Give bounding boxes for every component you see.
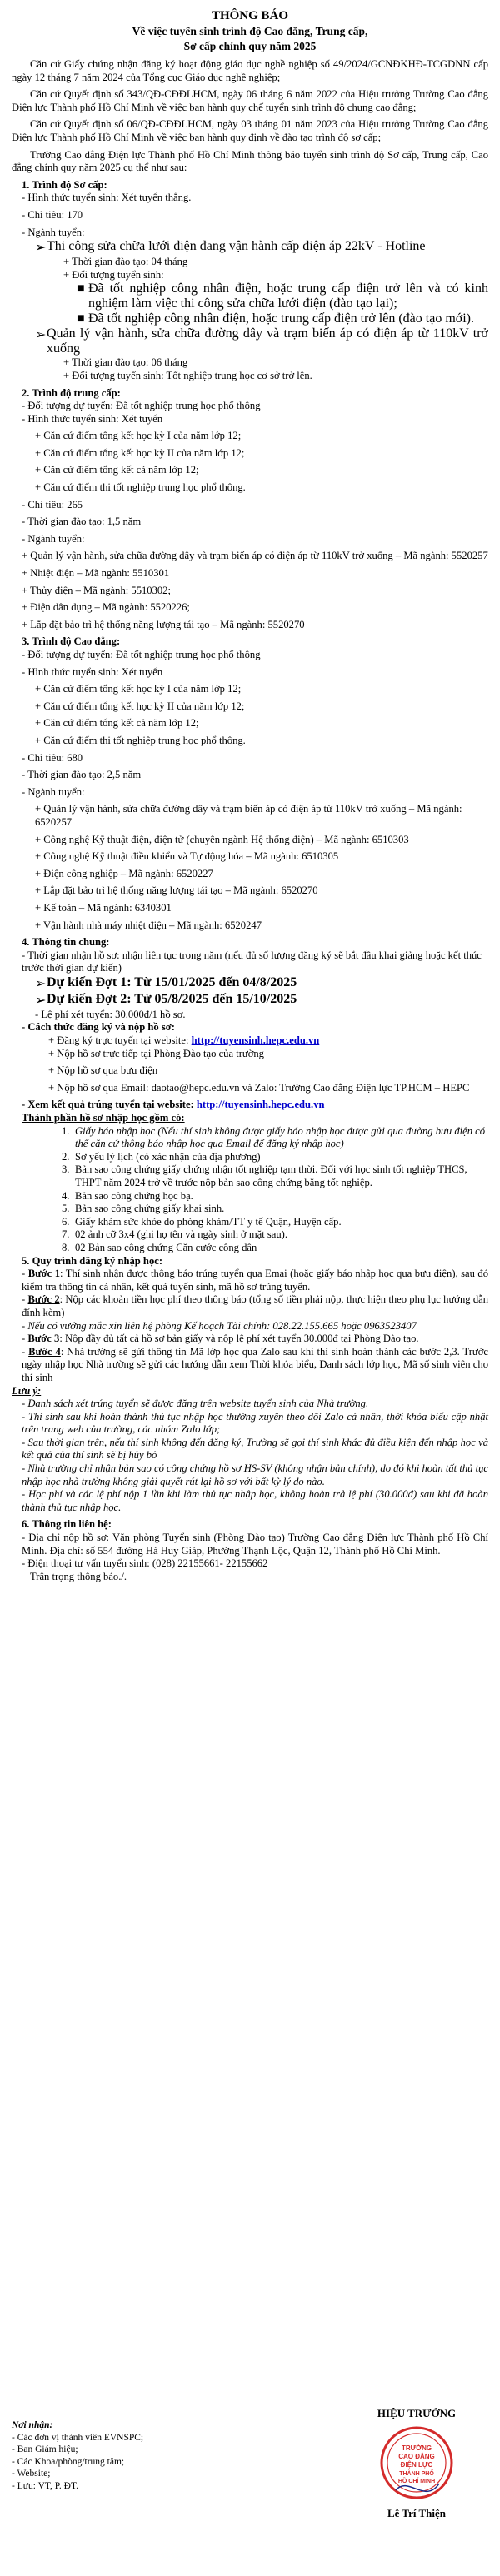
major-detail: + Thời gian đào tạo: 06 tháng xyxy=(63,356,188,369)
step-label: Bước 4 xyxy=(28,1345,61,1358)
recipient-item: - Website; xyxy=(12,2469,51,2479)
major-item xyxy=(35,239,488,256)
major-name: Quản lý vận hành, sửa chữa đường dây và trạm biến áp có điện áp từ 110kV trở xuống xyxy=(47,326,488,356)
major-item: + Kế toán – Mã ngành: 6340301 xyxy=(35,901,172,914)
step-label: Bước 1 xyxy=(28,1268,60,1280)
notice-title: THÔNG BÁO xyxy=(211,9,289,22)
result-text: - Xem kết quả trúng tuyển tại website: xyxy=(22,1099,197,1111)
intro-paragraph: Căn cứ Giấy chứng nhận đăng ký hoạt động giáo dục nghề nghiệp số 49/2024/GCNĐKHĐ-TCGDNN cấp ngày 12 tháng 7 năm 2024 của Tổng cục Giáo dục nghề nghiệp; xyxy=(12,58,488,83)
register-online-line xyxy=(48,1034,488,1048)
step-item: - Bước 1: Thí sinh nhận được thông báo trúng tuyển qua Emai (hoặc giấy báo nhập học qua bưu điện), sau đó kiểm tra thông tin cá nhân, kết quả tuyển sinh, mã hồ sơ trúng tuyển. xyxy=(22,1268,489,1293)
criteria-item: + Căn cứ điểm tổng kết cả năm lớp 12; xyxy=(35,717,199,730)
result-line xyxy=(22,1099,488,1112)
register-method: + Nộp hồ sơ qua bưu điện xyxy=(48,1064,158,1077)
major-item: + Công nghệ Kỹ thuật điều khiển và Tự động hóa – Mã ngành: 6510305 xyxy=(35,850,339,863)
major-item: + Vận hành nhà máy nhiệt điện – Mã ngành: 6520247 xyxy=(35,919,262,931)
criteria-item: + Căn cứ điểm tổng kết học kỳ I của năm lớp 12; xyxy=(35,683,242,695)
section-heading: 5. Quy trình đăng ký nhập học: xyxy=(22,1254,163,1267)
step-item: - Bước 2: Nộp các khoản tiền học phí theo thông báo (tổng số tiền phải nộp, thực hiện theo phụ lục hướng dẫn đính kèm) xyxy=(22,1293,489,1318)
recipients-label: Nơi nhận: xyxy=(12,2420,53,2430)
arrow-bullet-icon: ➢ xyxy=(35,328,47,343)
step-item: - Bước 4: Nhà trường sẽ gửi thông tin Mã lớp học qua Zalo sau khi thí sinh hoàn thành các bước 2,3. Trước ngày nhập học Nhà trường sẽ gửi các hướng dẫn xem Thời khóa biểu, Danh sách lớp học, Mã số sinh viên cho thí sinh xyxy=(22,1345,488,1383)
section-item: - Thời gian nhận hồ sơ: nhận liên tục trong năm (nếu đủ số lượng đăng ký sẽ bắt đầu khai giảng hoặc kết thúc trước thời gian dự kiến) xyxy=(22,949,482,974)
criteria-item: + Căn cứ điểm tổng kết học kỳ II của năm lớp 12; xyxy=(35,700,245,712)
criteria-item: + Căn cứ điểm tổng kết học kỳ II của năm lớp 12; xyxy=(35,446,245,459)
step-text: : Thí sinh nhận được thông báo trúng tuyển qua Emai (hoặc giấy báo nhập học qua bưu điện), sau đó kiểm tra thông tin cá nhân, kết quả tuyển sinh, mã hồ sơ trúng tuyển. xyxy=(22,1268,489,1293)
section-item: - Thời gian đào tạo: 2,5 năm xyxy=(22,769,142,781)
document-item: 2. Sơ yếu lý lịch (có xác nhận của địa phương) xyxy=(62,1151,488,1164)
note-item: - Danh sách xét trúng tuyển sẽ được đăng trên website tuyển sinh của Nhà trường. xyxy=(22,1398,369,1410)
square-bullet-icon: ■ xyxy=(77,311,85,326)
signer-title: HIỆU TRƯỞNG xyxy=(377,2407,457,2419)
section-item: - Chỉ tiêu: 265 xyxy=(22,498,83,511)
contact-phone: - Điện thoại tư vấn tuyển sinh: (028) 22155661- 22155662 xyxy=(22,1557,268,1570)
round-item xyxy=(35,975,488,992)
signature-block xyxy=(338,2407,496,2520)
major-item: + Lắp đặt bảo trì hệ thống năng lượng tái tạo – Mã ngành: 5520270 xyxy=(22,618,305,630)
document-text: Bản sao công chứng học bạ. xyxy=(75,1189,193,1202)
result-website-link[interactable]: http://tuyensinh.hepc.edu.vn xyxy=(196,1099,325,1111)
target-text: Đã tốt nghiệp công nhân điện, hoặc trung cấp điện trở lên và có kinh nghiệm làm việc thi công sửa chữa lưới điện (đào tạo lại); xyxy=(88,282,488,311)
section-item: - Ngành tuyển: xyxy=(22,532,85,545)
notice-subtitle-line-2: Sơ cấp chính quy năm 2025 xyxy=(183,40,317,52)
note-item: - Sau thời gian trên, nếu thí sinh không đến đăng ký, Trường sẽ gọi thí sinh khác đủ điều kiện đến nhập học và kết quả của thí sinh sẽ bị hủy bỏ xyxy=(22,1436,488,1462)
document-item: 8. 02 Bản sao công chứng Căn cước công dân xyxy=(62,1242,488,1255)
document-text: 02 Bản sao công chứng Căn cước công dân xyxy=(75,1241,258,1253)
stamp-text: CAO ĐẲNG xyxy=(398,2453,435,2460)
documents-list xyxy=(62,1125,488,1255)
step-label: Bước 2 xyxy=(28,1293,60,1306)
major-item: + Quản lý vận hành, sửa chữa đường dây và trạm biến áp có điện áp từ 110kV trở xuống – Mã ngành: 6520257 xyxy=(35,803,462,828)
major-detail: + Đối tượng tuyển sinh: Tốt nghiệp trung học cơ sở trở lên. xyxy=(63,369,312,381)
target-item xyxy=(77,311,488,326)
round-text: Dự kiến Đợt 2: Từ 05/8/2025 đến 15/10/2025 xyxy=(47,991,298,1006)
fee-line: - Lệ phí xét tuyển: 30.000đ/1 hồ sơ. xyxy=(35,1008,186,1020)
section-item: - Ngành tuyển: xyxy=(22,785,85,798)
note-item: - Học phí và các lệ phí nộp 1 lần khi làm thủ tục nhập học, không hoàn trả lệ phí (30.000đ) sau khi đã hoàn thành thủ tục nhập học. xyxy=(22,1488,488,1513)
arrow-bullet-icon: ➢ xyxy=(35,241,47,256)
recipient-item: - Ban Giám hiệu; xyxy=(12,2444,78,2454)
criteria-item: + Căn cứ điểm tổng kết học kỳ I của năm lớp 12; xyxy=(35,430,242,442)
target-text: Đã tốt nghiệp công nhân điện, hoặc trung cấp điện trở lên (đào tạo mới). xyxy=(88,311,475,326)
stamp-text: ĐIỆN LỰC xyxy=(400,2461,433,2469)
recipient-item: - Các Khoa/phòng/trung tâm; xyxy=(12,2456,125,2467)
major-item: + Điện công nghiệp – Mã ngành: 6520227 xyxy=(35,867,213,879)
major-item: + Thủy điện – Mã ngành: 5510302; xyxy=(22,584,171,596)
closing-line: Trân trọng thông báo./. xyxy=(30,1570,128,1582)
step-text: : Nộp đầy đủ tất cả hồ sơ bản giấy và nộp lệ phí xét tuyển 30.000đ tại Phòng Đào tạo. xyxy=(59,1333,419,1345)
stamp-seal-icon xyxy=(379,2425,454,2500)
round-item xyxy=(35,992,488,1009)
square-bullet-icon: ■ xyxy=(77,282,85,296)
note-item: - Thí sinh sau khi hoàn thành thủ tục nhập học thường xuyên theo dõi Zalo cá nhân, thời khóa biểu cập nhật trên trang web của trường, các nhóm Zalo lớp; xyxy=(22,1410,488,1436)
note-item: - Nhà trường chỉ nhận bản sao có công chứng hồ sơ HS-SV (không nhận bản chính), do đó khi hoàn tất thủ tục nhập học nhà trường không giải quyết rút lại hồ sơ với bất kỳ lý do nào. xyxy=(22,1462,488,1487)
section-item: - Hình thức tuyển sinh: Xét tuyển xyxy=(22,665,163,678)
document-item: 5. Bản sao công chứng giấy khai sinh. xyxy=(62,1203,488,1216)
step-note: - Nếu có vướng mắc xin liên hệ phòng Kế hoạch Tài chính: 028.22.155.665 hoặc 0963523407 xyxy=(22,1319,417,1332)
document-text: Bản sao công chứng giấy chứng nhận tốt nghiệp tạm thời. Đối với học sinh tốt nghiệp THCS, THPT năm 2024 trở về trước nộp bản sao công chứng bằng tốt nghiệp. xyxy=(75,1163,468,1188)
recipient-item: - Lưu: VT, P. ĐT. xyxy=(12,2480,79,2491)
intro-paragraph: Trường Cao đẳng Điện lực Thành phố Hồ Chí Minh thông báo tuyển sinh trình độ Sơ cấp, Trung cấp, Cao đẳng chính quy năm 2025 cụ thể như sau: xyxy=(12,148,488,174)
step-text: : Nộp các khoản tiền học phí theo thông báo (tổng số tiền phải nộp, thực hiện theo phụ lục hướng dẫn đính kèm) xyxy=(22,1293,489,1318)
major-item: + Quản lý vận hành, sửa chữa đường dây và trạm biến áp có điện áp từ 110kV trở xuống – Mã ngành: 5520257 xyxy=(22,550,488,562)
document-text: 02 ảnh cỡ 3x4 (ghi họ tên và ngày sinh ở mặt sau). xyxy=(75,1228,288,1241)
major-item: + Điện dân dụng – Mã ngành: 5520226; xyxy=(22,601,190,614)
section-item: - Chỉ tiêu: 170 xyxy=(22,208,83,221)
section-heading: 2. Trình độ trung cấp: xyxy=(22,386,121,399)
arrow-bullet-icon: ➢ xyxy=(35,976,47,991)
document-text: Sơ yếu lý lịch (có xác nhận của địa phương) xyxy=(75,1150,261,1163)
document-text: Giấy báo nhập học (Nếu thí sinh không được giấy báo nhập học được gửi qua đường bưu điện có thể căn cứ thông báo nhập học qua Email để đăng ký nhập học) xyxy=(75,1124,486,1150)
step-text: : Nhà trường sẽ gửi thông tin Mã lớp học qua Zalo sau khi thí sinh hoàn thành các bước 2,3. Trước ngày nhập học Nhà trường sẽ gửi các hướng dẫn xem Thời khóa biểu, Danh sách lớp học, Mã số sinh viên cho thí sinh xyxy=(22,1345,488,1383)
major-name: Thi công sửa chữa lưới điện đang vận hành cấp điện áp 22kV - Hotline xyxy=(47,239,426,254)
document-item: 6. Giấy khám sức khỏe do phòng khám/TT y tế Quận, Huyện cấp. xyxy=(62,1216,488,1229)
documents-label: Thành phần hồ sơ nhập học gồm có: xyxy=(22,1112,185,1124)
major-item: + Công nghệ Kỹ thuật điện, điện tử (chuyên ngành Hệ thống điện) – Mã ngành: 6510303 xyxy=(35,833,409,845)
register-method: + Nộp hồ sơ trực tiếp tại Phòng Đào tạo của trường xyxy=(48,1047,264,1059)
section-heading: 6. Thông tin liên hệ: xyxy=(22,1518,112,1531)
document-item: 3. Bản sao công chứng giấy chứng nhận tốt nghiệp tạm thời. Đối với học sinh tốt nghiệp THCS, THPT năm 2024 trở về trước nộp bản sao công chứng bằng tốt nghiệp. xyxy=(62,1163,488,1189)
criteria-item: + Căn cứ điểm thi tốt nghiệp trung học phổ thông. xyxy=(35,481,246,494)
section-heading: 1. Trình độ Sơ cấp: xyxy=(22,178,108,191)
recipients-block xyxy=(12,2419,262,2492)
document-item: 7. 02 ảnh cỡ 3x4 (ghi họ tên và ngày sinh ở mặt sau). xyxy=(62,1228,488,1242)
major-item xyxy=(35,326,488,356)
section-item: - Thời gian đào tạo: 1,5 năm xyxy=(22,516,142,528)
stamp-text: THÀNH PHỐ xyxy=(399,2471,434,2477)
major-item: + Lắp đặt bảo trì hệ thống năng lượng tái tạo – Mã ngành: 6520270 xyxy=(35,884,318,897)
stamp-text: TRƯỜNG xyxy=(401,2444,432,2452)
document-text: Bản sao công chứng giấy khai sinh. xyxy=(75,1203,225,1215)
recipient-item: - Các đơn vị thành viên EVNSPC; xyxy=(12,2432,144,2443)
section-item: - Chỉ tiêu: 680 xyxy=(22,751,83,764)
notes-label: Lưu ý: xyxy=(12,1384,42,1397)
major-detail: + Đối tượng tuyển sinh: xyxy=(63,268,164,281)
section-item: - Hình thức tuyển sinh: Xét tuyển thẳng. xyxy=(22,192,192,204)
signer-name: Lê Trí Thiện xyxy=(387,2507,447,2519)
step-label: Bước 3 xyxy=(28,1333,60,1345)
section-item: - Đối tượng dự tuyển: Đã tốt nghiệp trung học phổ thông xyxy=(22,400,261,412)
register-method: + Nộp hồ sơ qua Email: daotao@hepc.edu.vn và Zalo: Trường Cao đẳng Điện lực TP.HCM – HEPC xyxy=(48,1081,470,1094)
section-item: - Đối tượng dự tuyển: Đã tốt nghiệp trung học phổ thông xyxy=(22,649,261,660)
document-item: 4. Bản sao công chứng học bạ. xyxy=(62,1190,488,1203)
register-website-link[interactable]: http://tuyensinh.hepc.edu.vn xyxy=(191,1034,320,1047)
section-item: - Ngành tuyển: xyxy=(22,226,85,238)
criteria-item: + Căn cứ điểm thi tốt nghiệp trung học phổ thông. xyxy=(35,734,246,746)
intro-paragraph: Căn cứ Quyết định số 06/QĐ-CĐĐLHCM, ngày 03 tháng 01 năm 2023 của Hiệu trưởng Trường Cao đẳng Điện lực Thành phố Hồ Chí Minh về việc ban hành quy định về đào tạo trình độ sơ cấp; xyxy=(12,118,488,143)
how-to-register-label: - Cách thức đăng ký và nộp hồ sơ: xyxy=(22,1021,175,1034)
section-heading: 3. Trình độ Cao đẳng: xyxy=(22,635,121,648)
major-item: + Nhiệt điện – Mã ngành: 5510301 xyxy=(22,567,170,580)
step-item: - Bước 3: Nộp đầy đủ tất cả hồ sơ bản giấy và nộp lệ phí xét tuyển 30.000đ tại Phòng Đào tạo. xyxy=(22,1333,419,1345)
section-heading: 4. Thông tin chung: xyxy=(22,936,110,949)
register-online-text: + Đăng ký trực tuyến tại website: xyxy=(48,1034,192,1047)
official-stamp xyxy=(379,2425,454,2500)
notice-subtitle-line-1: Về việc tuyển sinh trình độ Cao đẳng, Trung cấp, xyxy=(132,25,368,37)
intro-paragraph: Căn cứ Quyết định số 343/QĐ-CĐĐLHCM, ngày 06 tháng 6 năm 2022 của Hiệu trưởng Trường Cao đẳng Điện lực Thành phố Hồ Chí Minh về việc ban hành quy chế tuyển sinh trình độ chung cao đẳng; xyxy=(12,88,488,113)
section-item: - Hình thức tuyển sinh: Xét tuyển xyxy=(22,412,163,425)
round-text: Dự kiến Đợt 1: Từ 15/01/2025 đến 04/8/2025 xyxy=(47,974,298,989)
major-detail: + Thời gian đào tạo: 04 tháng xyxy=(63,256,188,268)
arrow-bullet-icon: ➢ xyxy=(35,993,47,1008)
document-item: 1. Giấy báo nhập học (Nếu thí sinh không được giấy báo nhập học được gửi qua đường bưu điện có thể căn cứ thông báo nhập học qua Email để đăng ký nhập học) xyxy=(62,1125,488,1151)
criteria-item: + Căn cứ điểm tổng kết cả năm lớp 12; xyxy=(35,464,199,476)
stamp-text: HỒ CHÍ MINH xyxy=(398,2479,436,2484)
contact-address: - Địa chỉ nộp hồ sơ: Văn phòng Tuyển sinh (Phòng Đào tạo) Trường Cao đẳng Điện lực Thành phố Hồ Chí Minh. Địa chỉ: số 554 đường Hà Huy Giáp, Phường Thạnh Lộc, Quận 12, Thành phố Hồ Chí Minh. xyxy=(22,1532,488,1557)
document-text: Giấy khám sức khỏe do phòng khám/TT y tế Quận, Huyện cấp. xyxy=(75,1215,342,1228)
target-item xyxy=(77,282,488,311)
